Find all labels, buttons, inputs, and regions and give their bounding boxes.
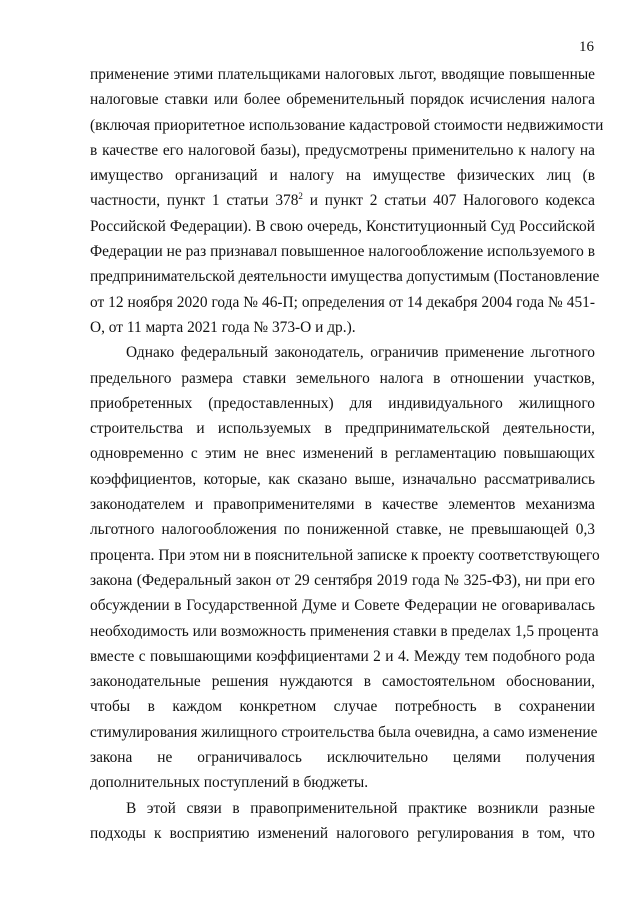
text-line: Российской Федерации). В свою очередь, Конституционный Суд Российской (90, 217, 595, 235)
text-line: Федерации не раз признавал повышенное налогообложение используемого в (90, 243, 595, 261)
text-line: вместе с повышающими коэффициентами 2 и 4. Между тем подобного рода (90, 647, 595, 665)
text-line: частности, пункт 1 статьи $378^2$ и пункт 2 статьи 407 Налогового кодекса (90, 191, 595, 210)
text-line: льготного налогообложения по пониженной ставке, не превышающей 0,3 (90, 521, 595, 539)
text-line: В этой связи в правоприменительной практике возникли разные (126, 799, 595, 817)
paragraph (90, 340, 600, 795)
text-line: чтобы в каждом конкретном случае потребность в сохранении (90, 698, 595, 716)
text-line: закона не ограничивалось исключительно целями получения (90, 749, 595, 767)
text-line: О, от 11 марта 2021 года № 373-О и др.). (90, 318, 356, 336)
superscript: 2 (298, 191, 303, 202)
text-line: строительства и используемых в предпринимательской деятельности, (90, 420, 595, 438)
text-line: Однако федеральный законодатель, ограничив применение льготного (126, 344, 595, 362)
text-line: предельного размера ставки земельного налога в отношении участков, (90, 369, 595, 387)
text-line: коэффициентов, которые, как сказано выше, изначально рассматривались (90, 470, 595, 488)
text-line: закона (Федеральный закон от 29 сентября 2019 года № 325-ФЗ), ни при его (90, 571, 595, 589)
document-body (90, 62, 604, 846)
text-line: имущество организаций и налогу на имуществе физических лиц (в (90, 167, 595, 185)
text-line: в качестве его налоговой базы), предусмотрены применительно к налогу на (90, 141, 595, 159)
text-line: предпринимательской деятельности имущества допустимым (Постановление (90, 268, 600, 286)
text-line: применение этими плательщиками налоговых льгот, вводящие повышенные (90, 66, 595, 83)
text-line: дополнительных поступлений в бюджеты. (90, 774, 369, 792)
text-line: подходы к восприятию изменений налогового регулирования в том, что (90, 824, 595, 842)
paragraph (90, 62, 604, 340)
text-line: налоговые ставки или более обременительный порядок исчисления налога (90, 91, 595, 109)
text-line: приобретенных (предоставленных) для индивидуального жилищного (90, 394, 595, 412)
text-line: обсуждении в Государственной Думе и Совете Федерации не оговаривалась (90, 597, 595, 615)
text-line: законодательные решения нуждаются в самостоятельном обосновании, (90, 673, 595, 691)
text-line: процента. При этом ни в пояснительной записке к проекту соответствующего (90, 546, 600, 564)
text-line: законодателем и правоприменителями в качестве элементов механизма (90, 496, 595, 514)
page-number: 16 (579, 39, 594, 55)
text-line: необходимость или возможность применения ставки в пределах 1,5 процента (90, 622, 599, 640)
text-line: стимулирования жилищного строительства была очевидна, а само изменение (90, 723, 598, 741)
text-line: (включая приоритетное использование кадастровой стоимости недвижимости (90, 116, 604, 134)
paragraph (90, 796, 595, 847)
text-line: одновременно с этим не внес изменений в регламентацию повышающих (90, 445, 595, 463)
text-line: от 12 ноября 2020 года № 46-П; определения от 14 декабря 2004 года № 451- (90, 293, 595, 311)
